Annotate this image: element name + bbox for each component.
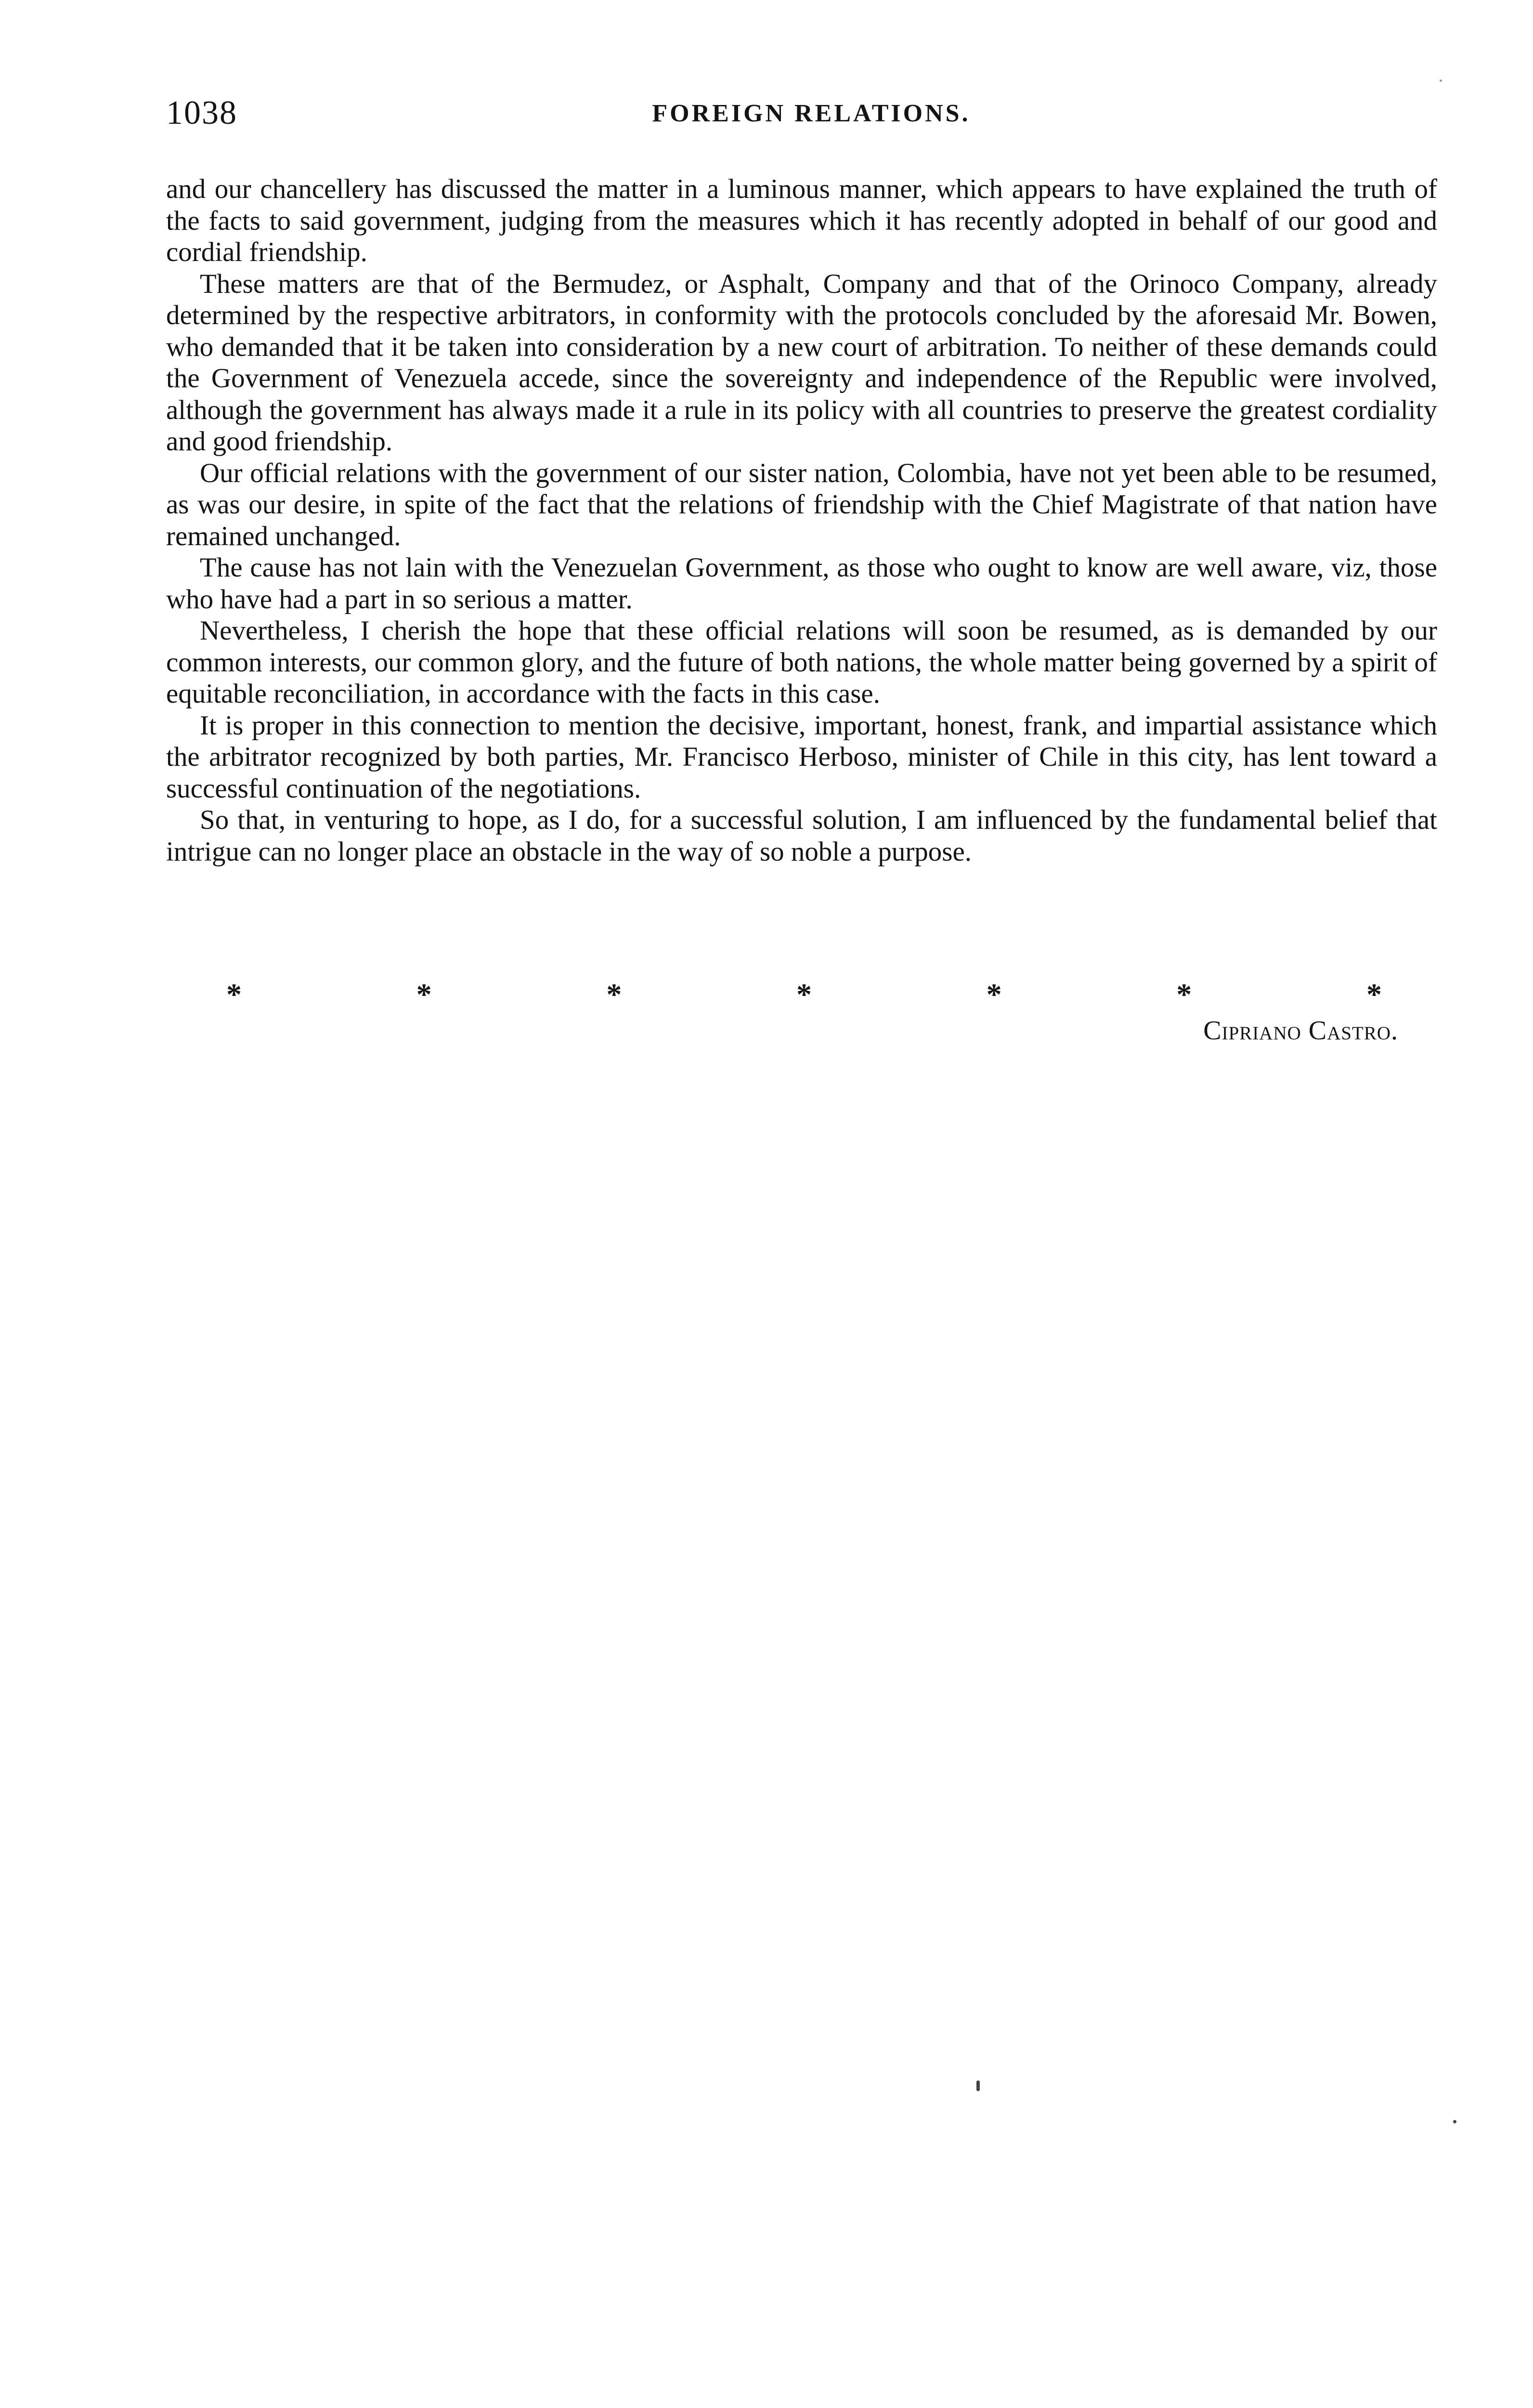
- scan-speck: [1440, 79, 1442, 82]
- ellipsis-asterisks: [226, 978, 1382, 1011]
- signature: Cipriano Castro.: [1203, 1016, 1398, 1046]
- page-header: [166, 92, 1437, 135]
- asterisk: *: [1366, 977, 1382, 1011]
- asterisk: *: [606, 977, 622, 1011]
- paragraph: Nevertheless, I cherish the hope that these official relations will soon be resumed, as is demanded by our common interests, our common glory, and the future of both nations, the whole matter being governed by a spirit of equitable reconciliation, in accordance with the facts in this case.: [166, 615, 1437, 709]
- paragraph: Our official relations with the government of our sister nation, Colombia, have not yet been able to be resumed, as was our desire, in spite of the fact that the relations of friendship with the Chief Magistrate of that nation have remained unchanged.: [166, 458, 1437, 551]
- asterisk: *: [416, 977, 432, 1011]
- asterisk: *: [1176, 977, 1192, 1011]
- paragraph-continued: and our chancellery has discussed the matter in a luminous manner, which appears to have explained the truth of the facts to said government, judging from the measures which it has recently adopted in behalf of our good and cordial friendship.: [166, 174, 1437, 267]
- body-text: [166, 173, 1437, 867]
- paragraph: So that, in venturing to hope, as I do, for a successful solution, I am influenced by the fundamental belief that intrigue can no longer place an obstacle in the way of so noble a purpose.: [166, 805, 1437, 867]
- asterisk: *: [986, 977, 1002, 1011]
- paragraph: The cause has not lain with the Venezuelan Government, as those who ought to know are well aware, viz, those who have had a part in so serious a matter.: [166, 552, 1437, 615]
- scan-speck: [1453, 2120, 1456, 2123]
- asterisk: *: [226, 977, 242, 1011]
- running-head: FOREIGN RELATIONS.: [652, 100, 971, 127]
- paragraph: It is proper in this connection to mention the decisive, important, honest, frank, and impartial assistance which the arbitrator recognized by both parties, Mr. Francisco Herboso, minister of Chile in this city, has lent toward a successful continuation of the negotiations.: [166, 710, 1437, 804]
- page-number: 1038: [166, 94, 237, 131]
- asterisk: *: [796, 977, 812, 1011]
- scan-speck: [976, 2081, 980, 2091]
- paragraph: These matters are that of the Bermudez, or Asphalt, Company and that of the Orinoco Company, already determined by the respective arbitrators, in conformity with the protocols concluded by the aforesaid Mr. Bowen, who demanded that it be taken into consideration by a new court of arbitration. To neither of these demands could the Government of Venezuela accede, since the sovereignty and independence of the Republic were involved, although the government has always made it a rule in its policy with all countries to preserve the greatest cordiality and good friendship.: [166, 268, 1437, 457]
